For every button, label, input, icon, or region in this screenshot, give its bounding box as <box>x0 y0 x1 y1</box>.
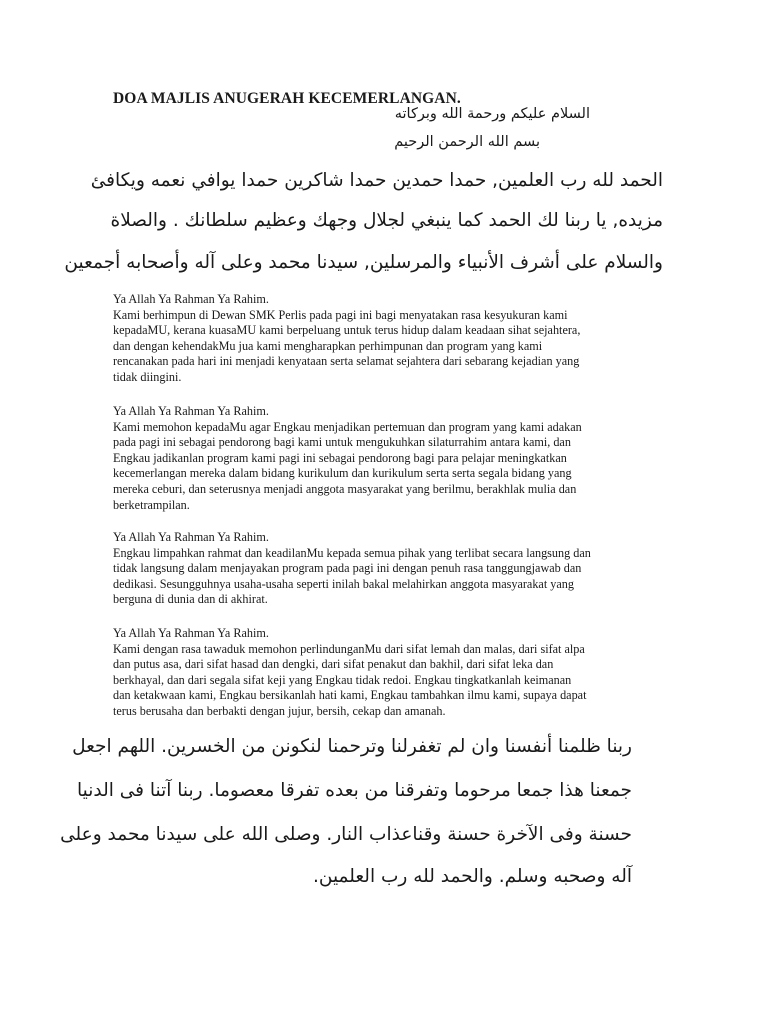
arabic-closing-line: ربنا ظلمنا أنفسنا وان لم تغفرلنا وترحمنا لنكونن من الخسرين. اللهم اجعل <box>72 736 632 757</box>
paragraph-line: tidak langsung dalam menjayakan program pada pagi ini dengan penuh rasa tanggungjawab dan <box>113 561 582 576</box>
paragraph-line: Kami berhimpun di Dewan SMK Perlis pada pagi ini bagi menyatakan rasa kesyukuran kami <box>113 307 568 322</box>
paragraph-heading: Ya Allah Ya Rahman Ya Rahim. <box>113 404 269 418</box>
paragraph-line: berkhayal, dan dari segala sifat keji yang Engkau tidak redoi. Engkau tingkatkanlah keimanan <box>113 672 572 687</box>
paragraph-line: dan putus asa, dari sifat hasad dan dengki, dari sifat penakut dan bakhil, dari sifat leka dan <box>113 657 554 672</box>
document-title: DOA MAJLIS ANUGERAH KECEMERLANGAN. <box>113 90 461 107</box>
paragraph-line: dedikasi. Sesungguhnya usaha-usaha seperti inilah bakal melahirkan anggota masyarakat yang <box>113 576 574 591</box>
paragraph-line: terus berusaha dan berbakti dengan jujur, bersih, cekap dan amanah. <box>113 703 446 718</box>
paragraph-line: Kami dengan rasa tawaduk memohon perlindunganMu dari sifat lemah dan malas, dari sifat alpa <box>113 641 585 656</box>
paragraph-heading: Ya Allah Ya Rahman Ya Rahim. <box>113 530 269 544</box>
paragraph-heading: Ya Allah Ya Rahman Ya Rahim. <box>113 292 269 306</box>
arabic-closing-line: حسنة وفى الآخرة حسنة وقناعذاب النار. وصلى الله على سيدنا محمد وعلى <box>60 824 632 845</box>
paragraph-line: dan ketakwaan kami, Engkau bersikanlah hati kami, Engkau tambahkan ilmu kami, supaya dapat <box>113 688 587 703</box>
prayer-paragraph <box>113 626 665 720</box>
paragraph-line: mereka ceburi, dan seterusnya menjadi anggota masyarakat yang berilmu, berakhlak mulia dan <box>113 481 577 496</box>
paragraph-line: rencanakan pada hari ini menjadi kenyataan serta selamat sejahtera dari sebarang kejadian yang <box>113 354 580 369</box>
paragraph-line: pada pagi ini sebagai pendorong bagi kami untuk mengukuhkan silaturrahim antara kami, dan <box>113 435 571 450</box>
arabic-closing-line: جمعنا هذا جمعا مرحوما وتفرقنا من بعده تفرقا معصوما. ربنا آتنا فى الدنيا <box>77 780 632 801</box>
arabic-opening-line: والسلام على أشرف الأنبياء والمرسلين, سيدنا محمد وعلى آله وأصحابه أجمعين <box>64 252 663 273</box>
arabic-opening-line: الحمد لله رب العلمين, حمدا حمدين حمدا شاكرين حمدا يوافي نعمه ويكافئ <box>90 170 663 191</box>
paragraph-line: tidak diingini. <box>113 369 182 384</box>
paragraph-line: Kami memohon kepadaMu agar Engkau menjadikan pertemuan dan program yang kami adakan <box>113 419 582 434</box>
paragraph-line: dan dengan kehendakMu jua kami mengharapkan perhimpunan dan program yang kami <box>113 338 543 353</box>
prayer-paragraph <box>113 404 665 513</box>
arabic-bismillah: بسم الله الرحمن الرحيم <box>394 134 540 150</box>
paragraph-heading: Ya Allah Ya Rahman Ya Rahim. <box>113 626 269 640</box>
paragraph-line: berguna di dunia dan di akhirat. <box>113 592 268 607</box>
arabic-closing-line: آله وصحبه وسلم. والحمد لله رب العلمين. <box>313 866 632 887</box>
prayer-paragraph <box>113 530 665 608</box>
paragraph-line: Engkau limpahkan rahmat dan keadilanMu kepada semua pihak yang terlibat secara langsung dan <box>113 545 591 560</box>
paragraph-line: kecemerlangan mereka dalam bidang kurikulum dan kurikulum serta serta segala bidang yang <box>113 466 572 481</box>
prayer-paragraph <box>113 292 665 386</box>
paragraph-line: Engkau jadikanlan program kami pagi ini sebagai pendorong bagi para pelajar meningkatkan <box>113 450 567 465</box>
arabic-opening-line: مزيده, يا ربنا لك الحمد كما ينبغي لجلال وجهك وعظيم سلطانك . والصلاة <box>110 210 663 231</box>
arabic-salam: السلام عليكم ورحمة الله وبركاته <box>394 106 590 122</box>
paragraph-line: kepadaMU, kerana kuasaMU kami berpeluang untuk terus hidup dalam keadaan sihat sejahtera, <box>113 323 581 338</box>
paragraph-line: berketrampilan. <box>113 497 190 512</box>
